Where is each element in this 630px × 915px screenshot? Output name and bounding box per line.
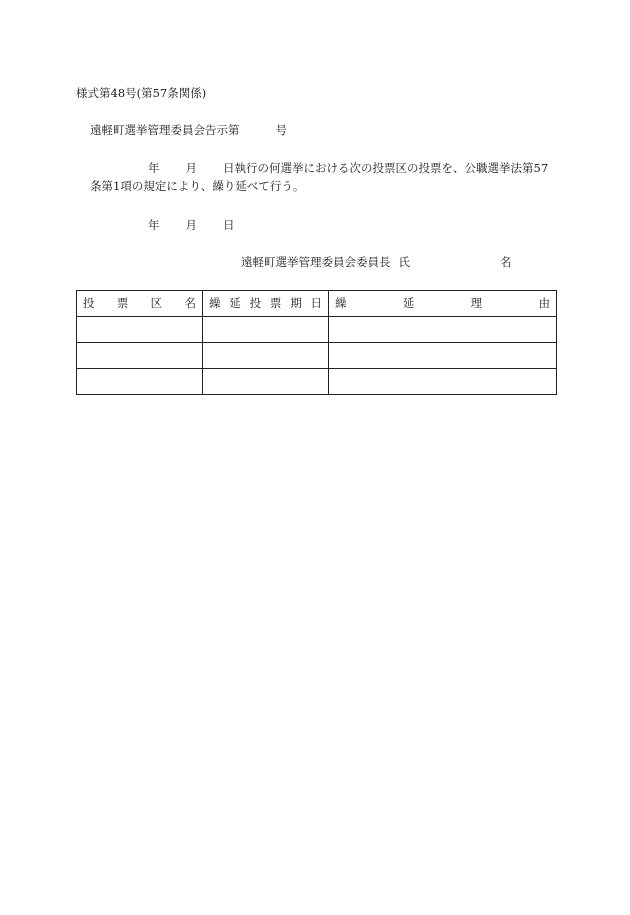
- table-cell: [77, 343, 203, 369]
- date-line: [148, 218, 235, 232]
- table-cell: [329, 317, 557, 343]
- signer-title: 遠軽町選挙管理委員会委員長: [241, 255, 391, 269]
- form-number: 様式第48号(第57条関係): [76, 86, 207, 100]
- table-row: [77, 369, 557, 395]
- table-row: [77, 317, 557, 343]
- table-cell: [329, 369, 557, 395]
- header-voting-district: 投 票 区 名: [77, 291, 203, 317]
- date-day: 日: [223, 218, 235, 232]
- table-cell: [77, 369, 203, 395]
- notice-title-prefix: 遠軽町選挙管理委員会告示第: [90, 123, 240, 137]
- table-header-row: [77, 291, 557, 317]
- body-year: 年: [148, 161, 160, 175]
- table-row: [77, 343, 557, 369]
- notice-title: [90, 123, 287, 137]
- header-postponement-reason: 繰 延 理 由: [329, 291, 557, 317]
- table-cell: [203, 343, 329, 369]
- table-cell: [329, 343, 557, 369]
- body-month: 月: [185, 161, 197, 175]
- date-year: 年: [148, 218, 160, 232]
- body-line-1: [90, 161, 548, 175]
- table-cell: [77, 317, 203, 343]
- body-line-1-text: 日執行の何選挙における次の投票区の投票を、公職選挙法第57: [223, 161, 549, 175]
- signer-mei: 名: [500, 255, 512, 269]
- table-cell: [203, 369, 329, 395]
- notice-title-suffix: 号: [275, 123, 287, 137]
- body-line-2: 条第1項の規定により、繰り延べて行う。: [90, 179, 305, 193]
- postponed-voting-table: [76, 290, 557, 395]
- header-postponed-date: 繰 延 投 票 期 日: [203, 291, 329, 317]
- signer-line: [241, 255, 512, 269]
- table-cell: [203, 317, 329, 343]
- signer-shi: 氏: [398, 255, 410, 269]
- date-month: 月: [185, 218, 197, 232]
